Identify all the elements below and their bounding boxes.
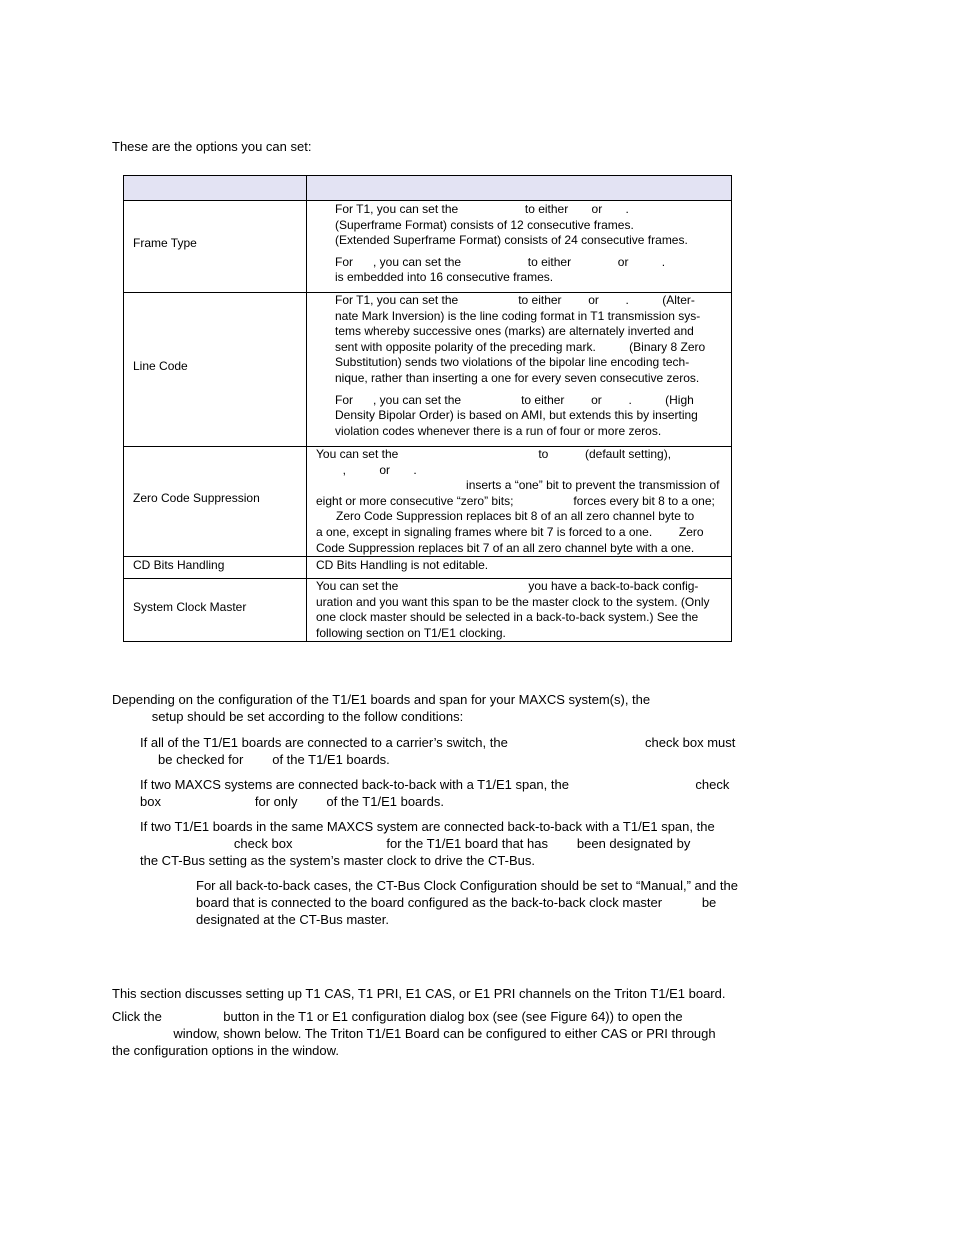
row-label-system-clock-master: System Clock Master (133, 600, 247, 614)
frame-type-description: For T1, you can set the to either or . (Superframe Format) consists of 12 consecutive frames. (Extended Superframe Format) consists of 24 consecutive frames. For , you can set the to either or . is embedded into 16 consecutive frames. (335, 202, 688, 285)
row-label-cd-bits-handling: CD Bits Handling (133, 558, 225, 572)
row-label-line-code: Line Code (133, 359, 188, 373)
clocking-note: For all back-to-back cases, the CT-Bus Clock Configuration should be set to “Manual,” and the board that is connected to the board configured as the back-to-back clock master be designated at the CT-Bus master. (196, 878, 738, 927)
system-clock-master-description: You can set the you have a back-to-back config- uration and you want this span to be the master clock to the system. (Only one clock master should be selected in a back-to-back system.) See the following section on T1/E1 clocking. (316, 579, 710, 640)
channels-intro: This section discusses setting up T1 CAS, T1 PRI, E1 CAS, or E1 PRI channels on the Triton T1/E1 board. (112, 986, 726, 1001)
row-label-frame-type: Frame Type (133, 236, 197, 250)
clocking-intro: Depending on the configuration of the T1/E1 boards and span for your MAXCS system(s), the setup should be set according to the follow conditions: (112, 692, 651, 724)
options-intro: These are the options you can set: (112, 139, 312, 154)
channels-instructions: Click the button in the T1 or E1 configuration dialog box (see (see Figure 64)) to open the window, shown below. The Triton T1/E1 Board can be configured to either CAS or PRI through the configuration options in the window. (112, 1009, 716, 1058)
clocking-item-carrier-switch: If all of the T1/E1 boards are connected to a carrier’s switch, the check box must be checked for of the T1/E1 boards. (140, 735, 736, 767)
table-header (123, 175, 732, 200)
options-table (123, 175, 732, 642)
cd-bits-handling-description: CD Bits Handling is not editable. (316, 558, 489, 572)
clocking-item-same-system: If two T1/E1 boards in the same MAXCS system are connected back-to-back with a T1/E1 span, the check box for the T1/E1 board that has been designated by the CT-Bus setting as the system’s master clock to drive the CT-Bus. (140, 819, 715, 868)
zero-code-suppression-description: You can set the to (default setting), , or . inserts a “one” bit to prevent the transmission of eight or more consecutive “zero” bits; forces every bit 8 to a one; Zero Code Suppression replaces bit 8 of an all zero channel byte to a one, except in signaling frames where bit 7 is forced to a one. Zero Code Suppression replaces bit 7 of an all zero channel byte with a one. (316, 447, 720, 555)
line-code-description: For T1, you can set the to either or . (Alter- nate Mark Inversion) is the line coding format in T1 transmission sys- tems whereby successive ones (marks) are alternately inverted and sent with opposite polarity of the preceding mark. (Binary 8 Zero Substitution) sends two violations of the bipolar line encoding tech- nique, rather than inserting a one for every seven consecutive zeros. For , you can set the to either or . (High Density Bipolar Order) is based on AMI, but extends this by inserting violation codes whenever there is a run of four or more zeros. (335, 293, 706, 438)
row-label-zero-code-suppression: Zero Code Suppression (133, 491, 260, 505)
clocking-item-back-to-back-systems: If two MAXCS systems are connected back-to-back with a T1/E1 span, the check box for only of the T1/E1 boards. (140, 777, 730, 809)
